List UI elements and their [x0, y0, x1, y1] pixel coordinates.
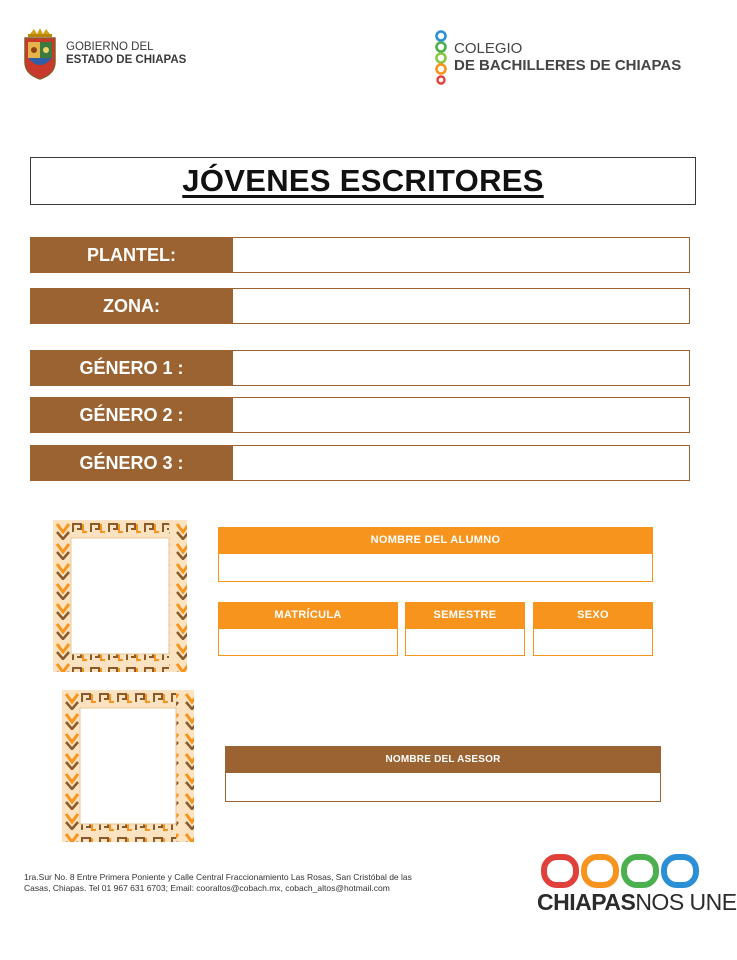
colegio-logo: [434, 30, 681, 84]
colegio-line1: COLEGIO: [454, 40, 523, 57]
genero2-row: [30, 397, 690, 433]
genero1-row: [30, 350, 690, 386]
colegio-line2: DE BACHILLERES DE CHIAPAS: [454, 57, 682, 74]
sexo-field[interactable]: [533, 628, 653, 656]
slogan-bold: CHIAPAS: [537, 889, 636, 915]
matricula-header: MATRÍCULA: [218, 602, 398, 628]
semestre-header: SEMESTRE: [405, 602, 525, 628]
zona-field[interactable]: [233, 288, 690, 324]
genero2-field[interactable]: [233, 397, 690, 433]
genero2-label: GÉNERO 2 :: [30, 397, 233, 433]
plantel-row: [30, 237, 690, 273]
title-box: [30, 157, 696, 205]
plantel-label: PLANTEL:: [30, 237, 233, 273]
semestre-field[interactable]: [405, 628, 525, 656]
genero3-label: GÉNERO 3 :: [30, 445, 233, 481]
advisor-photo-frame[interactable]: [62, 690, 194, 842]
zona-label: ZONA:: [30, 288, 233, 324]
sexo-header: SEXO: [533, 602, 653, 628]
gobierno-line1: GOBIERNO DEL: [66, 41, 154, 53]
student-name-header: NOMBRE DEL ALUMNO: [218, 527, 653, 553]
gobierno-line2: ESTADO DE CHIAPAS: [66, 54, 187, 66]
student-photo-frame[interactable]: [53, 520, 187, 672]
advisor-name-field[interactable]: [225, 772, 661, 802]
plantel-field[interactable]: [233, 237, 690, 273]
page-title: JÓVENES ESCRITORES: [182, 163, 544, 198]
student-name-field[interactable]: [218, 553, 653, 582]
rings-icon: [537, 855, 707, 887]
genero3-row: [30, 445, 690, 481]
genero1-field[interactable]: [233, 350, 690, 386]
coat-of-arms-icon: [22, 28, 58, 80]
slogan-light: NOS UNE: [635, 889, 737, 915]
footer-address: 1ra.Sur No. 8 Entre Primera Poniente y Calle Central Fraccionamiento Las Rosas, San Cristóbal de las Casas, Chiapas. Tel 01 967 631 6703; Email: cooraltos@cobach.mx, cobach_altos@hotmail.com: [24, 872, 412, 893]
genero3-field[interactable]: [233, 445, 690, 481]
genero1-label: GÉNERO 1 :: [30, 350, 233, 386]
zona-row: [30, 288, 690, 324]
colegio-rings-icon: [434, 30, 448, 84]
matricula-field[interactable]: [218, 628, 398, 656]
advisor-name-header: NOMBRE DEL ASESOR: [225, 746, 661, 772]
chiapas-nos-une-logo: [537, 855, 737, 916]
gobierno-logo: [22, 28, 186, 80]
